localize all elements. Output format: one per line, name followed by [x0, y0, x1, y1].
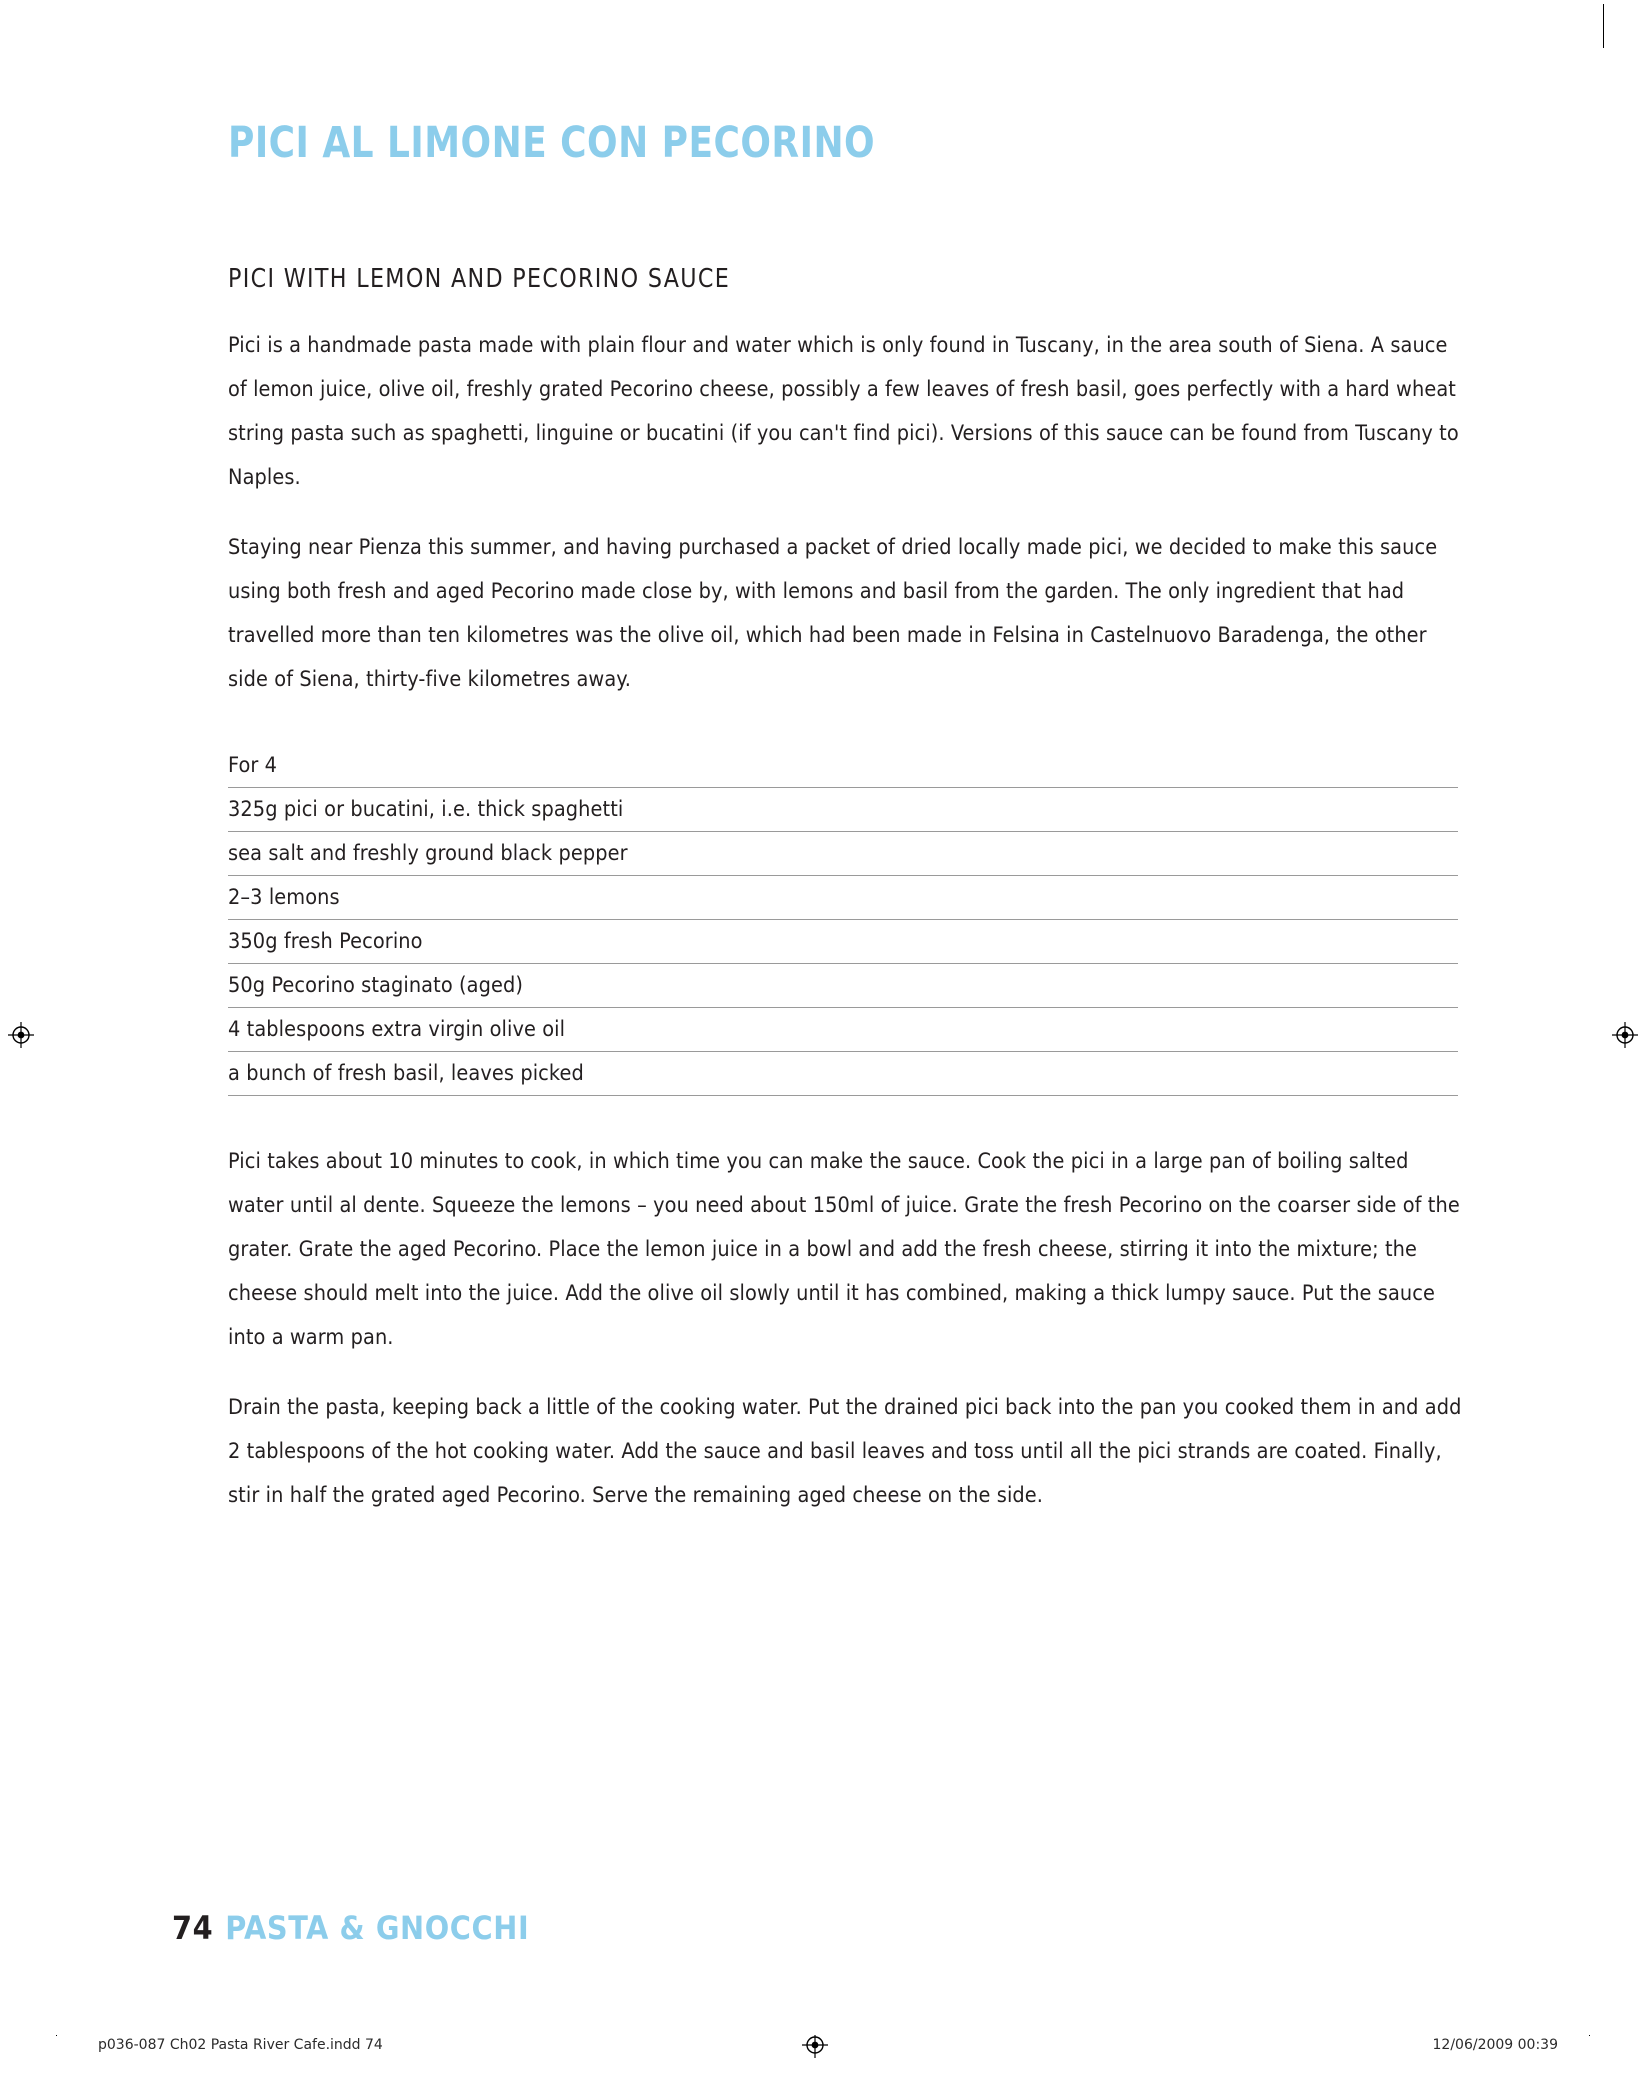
table-row [228, 876, 1458, 920]
table-row [228, 788, 1458, 832]
ingredients-table [228, 744, 1458, 1096]
table-row [228, 832, 1458, 876]
intro-paragraph-2: Staying near Pienza this summer, and having purchased a packet of dried locally made pici, we decided to make this sauce using both fresh and aged Pecorino made close by, with lemons and basil from the garden. The only ingredient that had travelled more than ten kilometres was the olive oil, which had been made in Felsina in Castelnuovo Baradenga, the other side of Siena, thirty-five kilometres away. [228, 535, 1438, 692]
method-block [228, 1140, 1468, 1518]
ingredient-item: 350g fresh Pecorino [228, 920, 1458, 964]
table-row [228, 920, 1458, 964]
folio [172, 1909, 529, 1947]
ingredient-item: 50g Pecorino staginato (aged) [228, 964, 1458, 1008]
crop-mark-top-right-outer [1603, 4, 1604, 48]
chapter-name: PASTA & GNOCCHI [225, 1909, 530, 1947]
recipe-subtitle: PICI WITH LEMON AND PECORINO SAUCE [228, 264, 731, 294]
ingredient-item: 4 tablespoons extra virgin olive oil [228, 1008, 1458, 1052]
page-sheet [56, 0, 1590, 2035]
recipe-content [228, 118, 1468, 1544]
registration-mark-left [8, 1022, 34, 1048]
slug-timestamp: 12/06/2009 00:39 [1432, 2037, 1558, 2053]
intro-paragraph-1: Pici is a handmade pasta made with plain flour and water which is only found in Tuscany, in the area south of Siena. A sauce of lemon juice, olive oil, freshly grated Pecorino cheese, possibly a few leaves of fresh basil, goes perfectly with a hard wheat string pasta such as spaghetti, linguine or bucatini (if you can't find pici). Versions of this sauce can be found from Tuscany to Naples. [228, 333, 1459, 490]
ingredients-heading-row [228, 744, 1458, 788]
method-paragraph-1: Pici takes about 10 minutes to cook, in which time you can make the sauce. Cook the pici in a large pan of boiling salted water until al dente. Squeeze the lemons – you need about 150ml of juice. Grate the fresh Pecorino on the coarser side of the grater. Grate the aged Pecorino. Place the lemon juice in a bowl and add the fresh cheese, stirring it into the mixture; the cheese should melt into the juice. Add the olive oil slowly until it has combined, making a thick lumpy sauce. Put the sauce into a warm pan. [228, 1149, 1460, 1350]
registration-mark-bottom [802, 2032, 828, 2058]
ingredient-item: 2–3 lemons [228, 876, 1458, 920]
page-number: 74 [172, 1909, 214, 1947]
ingredient-item: 325g pici or bucatini, i.e. thick spaghetti [228, 788, 1458, 832]
registration-mark-right [1612, 1022, 1638, 1048]
ingredients-heading: For 4 [228, 744, 1458, 788]
ingredient-item: a bunch of fresh basil, leaves picked [228, 1052, 1458, 1096]
page-title: PICI AL LIMONE CON PECORINO [228, 118, 876, 168]
slug-filename: p036-087 Ch02 Pasta River Cafe.indd 74 [98, 2037, 383, 2053]
method-paragraph-2: Drain the pasta, keeping back a little of the cooking water. Put the drained pici back into the pan you cooked them in and add 2 tablespoons of the hot cooking water. Add the sauce and basil leaves and toss until all the pici strands are coated. Finally, stir in half the grated aged Pecorino. Serve the remaining aged cheese on the side. [228, 1395, 1462, 1508]
table-row [228, 1008, 1458, 1052]
table-row [228, 964, 1458, 1008]
ingredient-item: sea salt and freshly ground black pepper [228, 832, 1458, 876]
table-row [228, 1052, 1458, 1096]
